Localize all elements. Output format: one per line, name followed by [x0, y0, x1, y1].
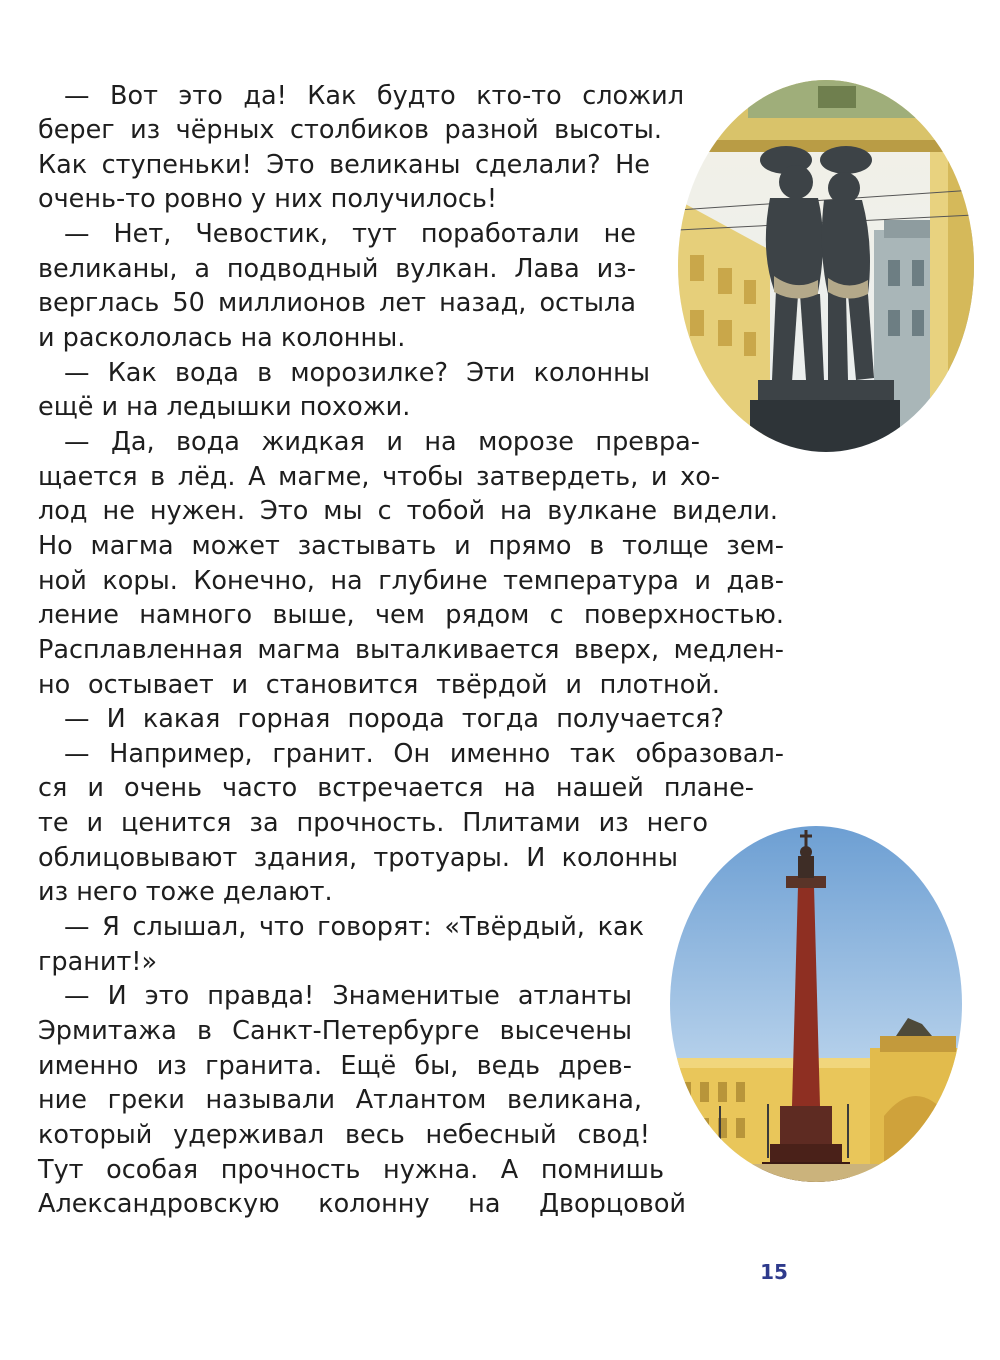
text-line: лод не нужен. Это мы с тобой на вулкане видели.	[38, 496, 778, 526]
text-line: который удерживал весь небесный свод!	[38, 1120, 650, 1150]
text-line: — Я слышал, что говорят: «Твёрдый, как	[64, 912, 644, 942]
text-line: — Как вода в морозилке? Эти колонны	[64, 358, 650, 388]
text-line: Александровскую колонну на Дворцовой	[38, 1189, 686, 1219]
alexander-column-illustration	[670, 826, 962, 1182]
text-line: Как ступеньки! Это великаны сделали? Не	[38, 150, 650, 180]
text-line: верглась 50 миллионов лет назад, остыла	[38, 288, 636, 318]
text-line: те и ценится за прочность. Плитами из него	[38, 808, 708, 838]
text-line: — И это правда! Знаменитые атланты	[64, 981, 632, 1011]
atlantes-illustration	[678, 80, 974, 452]
page-number: 15	[760, 1260, 788, 1284]
text-line: ление намного выше, чем рядом с поверхностью.	[38, 600, 784, 630]
text-line: берег из чёрных столбиков разной высоты.	[38, 115, 662, 145]
text-line: — Да, вода жидкая и на морозе превра-	[64, 427, 700, 457]
text-line: — Вот это да! Как будто кто-то сложил	[64, 81, 684, 111]
text-line: Расплавленная магма выталкивается вверх, медлен-	[38, 635, 784, 665]
text-line: ние греки называли Атлантом великана,	[38, 1085, 642, 1115]
text-line: гранит!»	[38, 947, 158, 977]
text-line: но остывает и становится твёрдой и плотной.	[38, 670, 720, 700]
text-line: ной коры. Конечно, на глубине температура и дав-	[38, 566, 784, 596]
text-line: именно из гранита. Ещё бы, ведь древ-	[38, 1051, 632, 1081]
text-line: ещё и на ледышки похожи.	[38, 392, 411, 422]
text-line: — Нет, Чевостик, тут поработали не	[64, 219, 636, 249]
text-line: Тут особая прочность нужна. А помнишь	[38, 1155, 664, 1185]
text-line: — И какая горная порода тогда получается?	[64, 704, 724, 734]
text-line: и раскололась на колонны.	[38, 323, 406, 353]
text-line: — Например, гранит. Он именно так образовал-	[64, 739, 784, 769]
text-line: облицовывают здания, тротуары. И колонны	[38, 843, 678, 873]
text-line: великаны, а подводный вулкан. Лава из-	[38, 254, 636, 284]
text-line: Эрмитажа в Санкт-Петербурге высечены	[38, 1016, 632, 1046]
text-line: из него тоже делают.	[38, 877, 333, 907]
text-line: Но магма может застывать и прямо в толще зем-	[38, 531, 784, 561]
text-line: очень-то ровно у них получилось!	[38, 184, 498, 214]
text-line: ся и очень часто встречается на нашей плане-	[38, 773, 754, 803]
text-line: щается в лёд. А магме, чтобы затвердеть, и хо-	[38, 462, 720, 492]
